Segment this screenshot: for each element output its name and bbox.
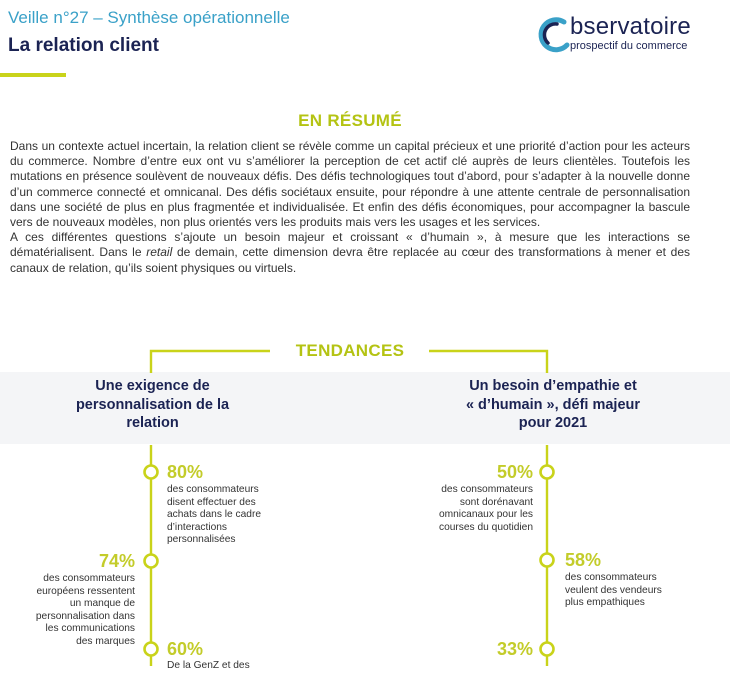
logo-wordmark: bservatoire (570, 13, 691, 40)
stat-description (565, 572, 695, 610)
stat-value: 60% (167, 639, 204, 659)
summary-heading: EN RÉSUMÉ (298, 111, 402, 130)
stat-description (167, 484, 297, 547)
stat-description (15, 573, 135, 648)
summary-paragraph-1: Dans un contexte actuel incertain, la relation client se révèle comme un capital précieux et une priorité d’action pour les acteurs du commerce. Nombre d’entre eux ont vu s’améliorer la perception de cet actif clé auprès de leurs clientèles. Toutefois les mutations en présence soulèvent de nouveaux défis. Des défis technologiques tout d’abord, pour s’adapter à la nouvelle donne d’un commerce connecté et omnicanal. Des défis sociétaux ensuite, pour répondre à une attente centrale de personnalisation dans une société de plus en plus fragmentée et individualisée. Et enfin des défis économiques, pour accompagner la bascule vers de nouveaux modèles, non plus orientés vers les produits mais vers les usages et les services. (10, 139, 690, 230)
stat-line: des consommateurs (167, 484, 259, 495)
stat-line: achats dans le cadre (167, 509, 262, 520)
logo-subtitle: prospectif du commerce (570, 40, 688, 52)
summary-p2-end: de demain, cette dimension devra être replacée au cœur des transformations à mener et des canaux de relation, qu’ils soient physiques ou virtuels. (10, 245, 690, 275)
stat-line: personnalisées (167, 534, 236, 545)
stat-line: les communications (45, 623, 135, 634)
stat-value: 58% (565, 550, 602, 570)
stat-line: De la GenZ et des (167, 660, 250, 671)
stat-line: des marques (76, 635, 135, 647)
stat-line: des consommateurs (43, 573, 135, 584)
stat-line: omnicanaux pour les (438, 509, 533, 520)
timeline-node (541, 554, 554, 567)
summary-p2-italic: retail (146, 245, 173, 260)
summary-p2-start: A ces différentes questions s’ajoute un besoin majeur et croissant « d’humain », à mesure que les interactions se dématérialisent. Dans le (10, 230, 690, 260)
timeline-node (541, 643, 554, 656)
timeline-node (145, 555, 158, 568)
stat-value: 74% (98, 551, 135, 571)
left-trend-title-line: Une exigence de (95, 378, 210, 394)
right-trend-title (448, 377, 658, 433)
stat-line: personnalisation dans (35, 610, 135, 622)
stat-line: plus empathiques (565, 597, 645, 608)
right-trend-title-line: Un besoin d’empathie et (469, 378, 637, 394)
document-title: La relation client (8, 35, 159, 56)
stat-description (167, 660, 297, 673)
stat-value: 80% (167, 462, 204, 482)
stat-line: disent effectuer des (167, 496, 256, 508)
stat-line: des consommateurs (565, 572, 657, 583)
stat-line: veulent des vendeurs (565, 584, 662, 596)
timeline-node (541, 466, 554, 479)
stat-value: 50% (496, 462, 533, 482)
stat-value: 33% (496, 639, 533, 659)
stat-line: courses du quotidien (438, 521, 533, 533)
stat-line: des consommateurs (441, 484, 533, 495)
stat-line: sont dorénavant (459, 496, 533, 508)
left-trend-title-line: relation (126, 415, 179, 431)
timeline-node (145, 466, 158, 479)
stat-line: un manque de (69, 598, 135, 609)
right-trend-title-line: pour 2021 (518, 415, 588, 431)
trends-heading: TENDANCES (295, 341, 405, 360)
timeline-node (145, 643, 158, 656)
left-trend-title-line: personnalisation de la (75, 396, 230, 413)
stat-line: d’interactions (167, 521, 228, 533)
stat-description (403, 484, 533, 534)
left-trend-title (50, 377, 255, 433)
right-trend-title-line: « d’humain », défi majeur (465, 396, 641, 413)
stat-line: européens ressentent (36, 585, 135, 597)
document-kicker: Veille n°27 – Synthèse opérationnelle (8, 8, 290, 27)
